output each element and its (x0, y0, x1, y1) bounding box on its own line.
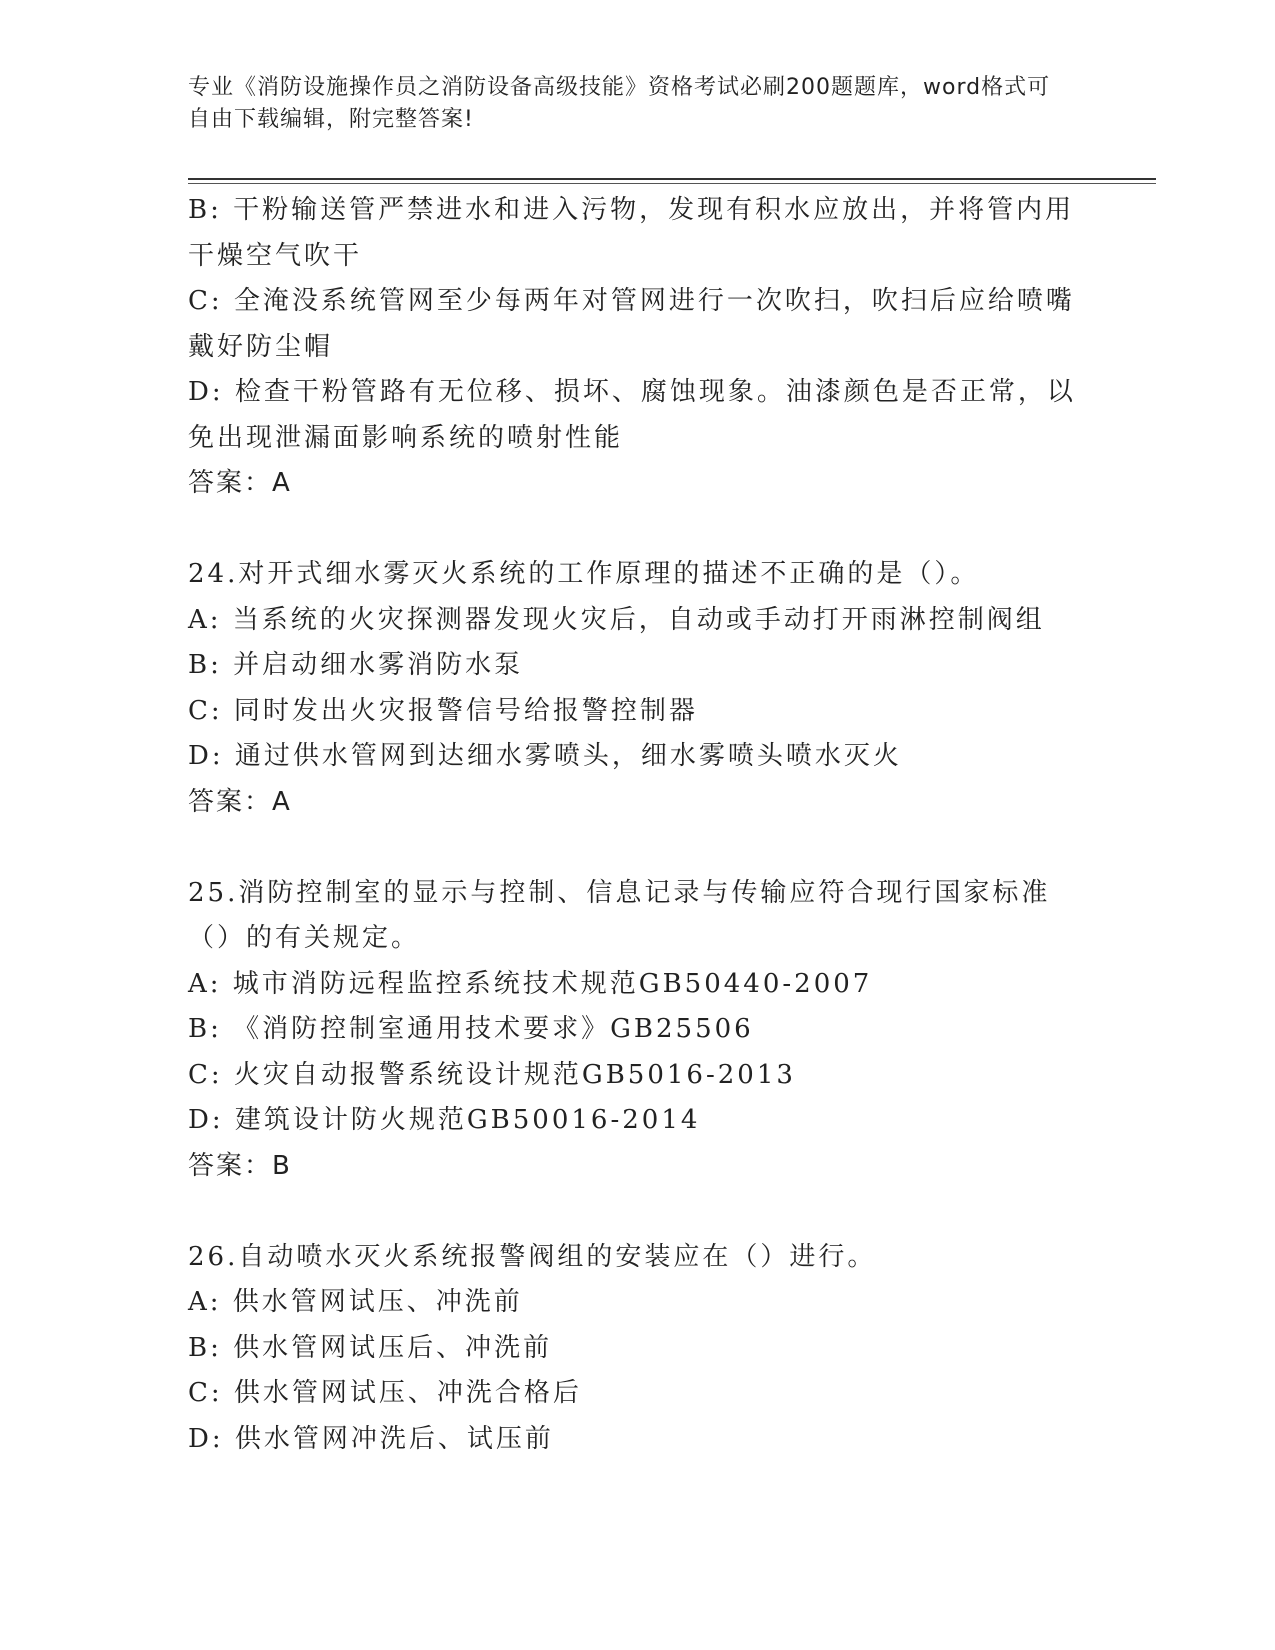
option-d: D: 通过供水管网到达细水雾喷头，细水雾喷头喷水灭火 (188, 741, 902, 771)
answer-line: 答案：B (188, 1150, 292, 1181)
question-26 (188, 1235, 1088, 1463)
spacer (188, 825, 1088, 871)
answer-line: 答案：A (188, 786, 292, 817)
option-d: D: 建筑设计防火规范GB50016-2014 (188, 1105, 701, 1135)
header-rule-thin (188, 183, 1156, 184)
option-d: D: 检查干粉管路有无位移、损坏、腐蚀现象。油漆颜色是否正常，以免出现泄漏面影响系统的喷射性能 (188, 377, 1076, 453)
header-rule-thick (188, 178, 1156, 180)
option-c: C: 同时发出火灾报警信号给报警控制器 (188, 695, 698, 726)
option-a: A: 当系统的火灾探测器发现火灾后，自动或手动打开雨淋控制阀组 (188, 604, 1045, 635)
option-b: B: 干粉输送管严禁进水和进入污物，发现有积水应放出，并将管内用干燥空气吹干 (188, 195, 1075, 271)
question-24 (188, 552, 1088, 825)
option-c: C: 供水管网试压、冲洗合格后 (188, 1378, 582, 1408)
question-stem: 24.对开式细水雾灭火系统的工作原理的描述不正确的是（）。 (188, 559, 980, 589)
option-b: B: 《消防控制室通用技术要求》GB25506 (188, 1014, 754, 1044)
option-d: D: 供水管网冲洗后、试压前 (188, 1423, 554, 1454)
spacer (188, 507, 1088, 553)
spacer (188, 1189, 1088, 1235)
option-c: C: 全淹没系统管网至少每两年对管网进行一次吹扫，吹扫后应给喷嘴戴好防尘帽 (188, 286, 1075, 362)
answer-line: 答案：A (188, 468, 292, 498)
question-stem: 26.自动喷水灭火系统报警阀组的安装应在（）进行。 (188, 1241, 877, 1272)
document-body (188, 188, 1088, 1462)
option-b: B: 并启动细水雾消防水泵 (188, 650, 524, 680)
document-header: 专业《消防设施操作员之消防设备高级技能》资格考试必刷200题题库，word格式可自由下载编辑，附完整答案! (188, 75, 1051, 132)
option-a: A: 城市消防远程监控系统技术规范GB50440-2007 (188, 968, 873, 999)
question-25 (188, 871, 1088, 1190)
option-a: A: 供水管网试压、冲洗前 (188, 1287, 523, 1317)
option-b: B: 供水管网试压后、冲洗前 (188, 1332, 553, 1363)
option-c: C: 火灾自动报警系统设计规范GB5016-2013 (188, 1059, 796, 1090)
question-23-continued (188, 188, 1088, 507)
question-stem: 25.消防控制室的显示与控制、信息记录与传输应符合现行国家标准（）的有关规定。 (188, 877, 1051, 953)
